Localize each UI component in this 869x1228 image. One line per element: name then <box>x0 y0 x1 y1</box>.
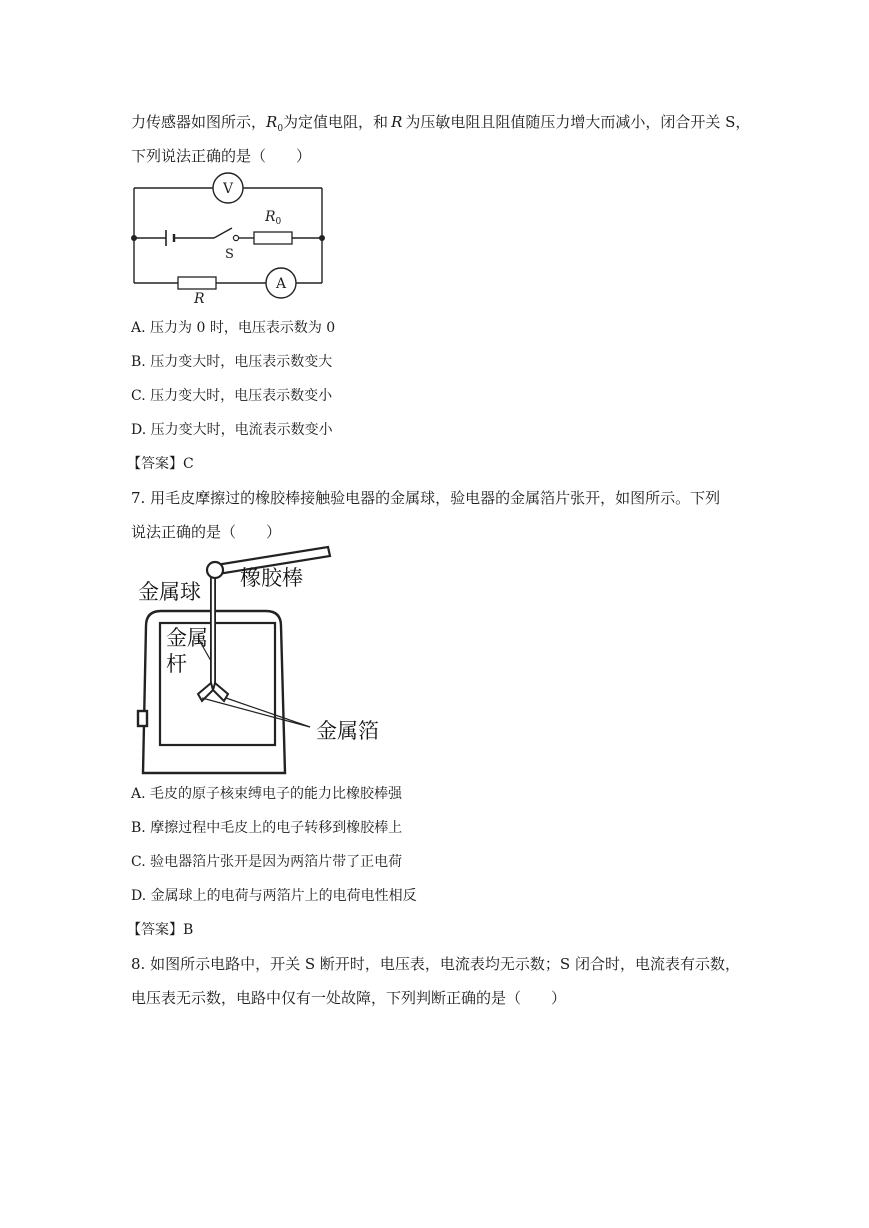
q6-node-left <box>131 235 137 241</box>
q6-option-b: B. 压力变大时，电压表示数变大 <box>131 354 333 370</box>
q6-answer: 【答案】C <box>127 456 194 472</box>
q7-electroscope-diagram <box>138 543 398 778</box>
q7-option-b: B. 摩擦过程中毛皮上的电子转移到橡胶棒上 <box>131 820 403 836</box>
q8-stem-line-1: 8. 如图所示电路中，开关 S 断开时，电压表，电流表均无示数；S 闭合时，电流表有示数， <box>131 955 740 973</box>
q6-resistor-r0 <box>254 232 292 244</box>
q7-stem-line-2: 说法正确的是（ ） <box>131 523 282 541</box>
q6-stem-line-1 <box>131 112 750 139</box>
q6-circuit-diagram <box>128 172 328 307</box>
q6-r-symbol: R <box>391 113 403 131</box>
q6-option-d: D. 压力变大时，电流表示数变小 <box>131 422 333 438</box>
q7-option-c: C. 验电器箔片张开是因为两箔片带了正电荷 <box>131 854 403 870</box>
q6-option-c: C. 压力变大时，电压表示数变小 <box>131 388 333 404</box>
q7-bar-label-1: 金属 <box>166 626 208 650</box>
q6-switch-contact <box>233 235 238 240</box>
q7-bar-label-2: 杆 <box>166 652 187 676</box>
q6-r0-symbol: R <box>266 113 278 131</box>
q7-option-d: D. 金属球上的电荷与两箔片上的电荷电性相反 <box>131 888 417 904</box>
q6-stem-part-2: 为定值电阻，和 <box>283 113 389 131</box>
q7-option-a: A. 毛皮的原子核束缚电子的能力比橡胶棒强 <box>131 786 403 802</box>
q6-stem-part-3: 为压敏电阻且阻值随压力增大而减小，闭合开关 S， <box>405 113 751 131</box>
q8-stem-line-2: 电压表无示数，电路中仅有一处故障，下列判断正确的是（ ） <box>131 989 567 1007</box>
q6-voltmeter-label: V <box>222 181 234 197</box>
q6-battery <box>166 230 174 246</box>
q6-r0-subscript: 0 <box>277 124 284 134</box>
q6-option-a: A. 压力为 0 时，电压表示数为 0 <box>131 320 336 336</box>
q6-r-label: R <box>194 291 205 307</box>
q7-metal-ball <box>207 562 223 578</box>
q7-ball-label: 金属球 <box>138 580 201 604</box>
q6-stem-part-1: 力传感器如图所示， <box>131 113 267 131</box>
q7-foil-label: 金属箔 <box>316 719 379 743</box>
q6-ammeter-label: A <box>275 276 287 292</box>
q6-resistor-r <box>178 277 216 289</box>
q7-stem-line-1: 7. 用毛皮摩擦过的橡胶棒接触验电器的金属球，验电器的金属箔片张开，如图所示。下列 <box>131 489 721 507</box>
q6-r0-label: $R_0$ <box>265 209 282 227</box>
q6-switch-label: S <box>225 247 234 262</box>
q7-answer: 【答案】B <box>127 922 194 938</box>
q6-node-right <box>319 235 325 241</box>
q7-rod-label: 橡胶棒 <box>240 566 303 590</box>
q6-stem-line-2: 下列说法正确的是（ ） <box>131 147 312 165</box>
